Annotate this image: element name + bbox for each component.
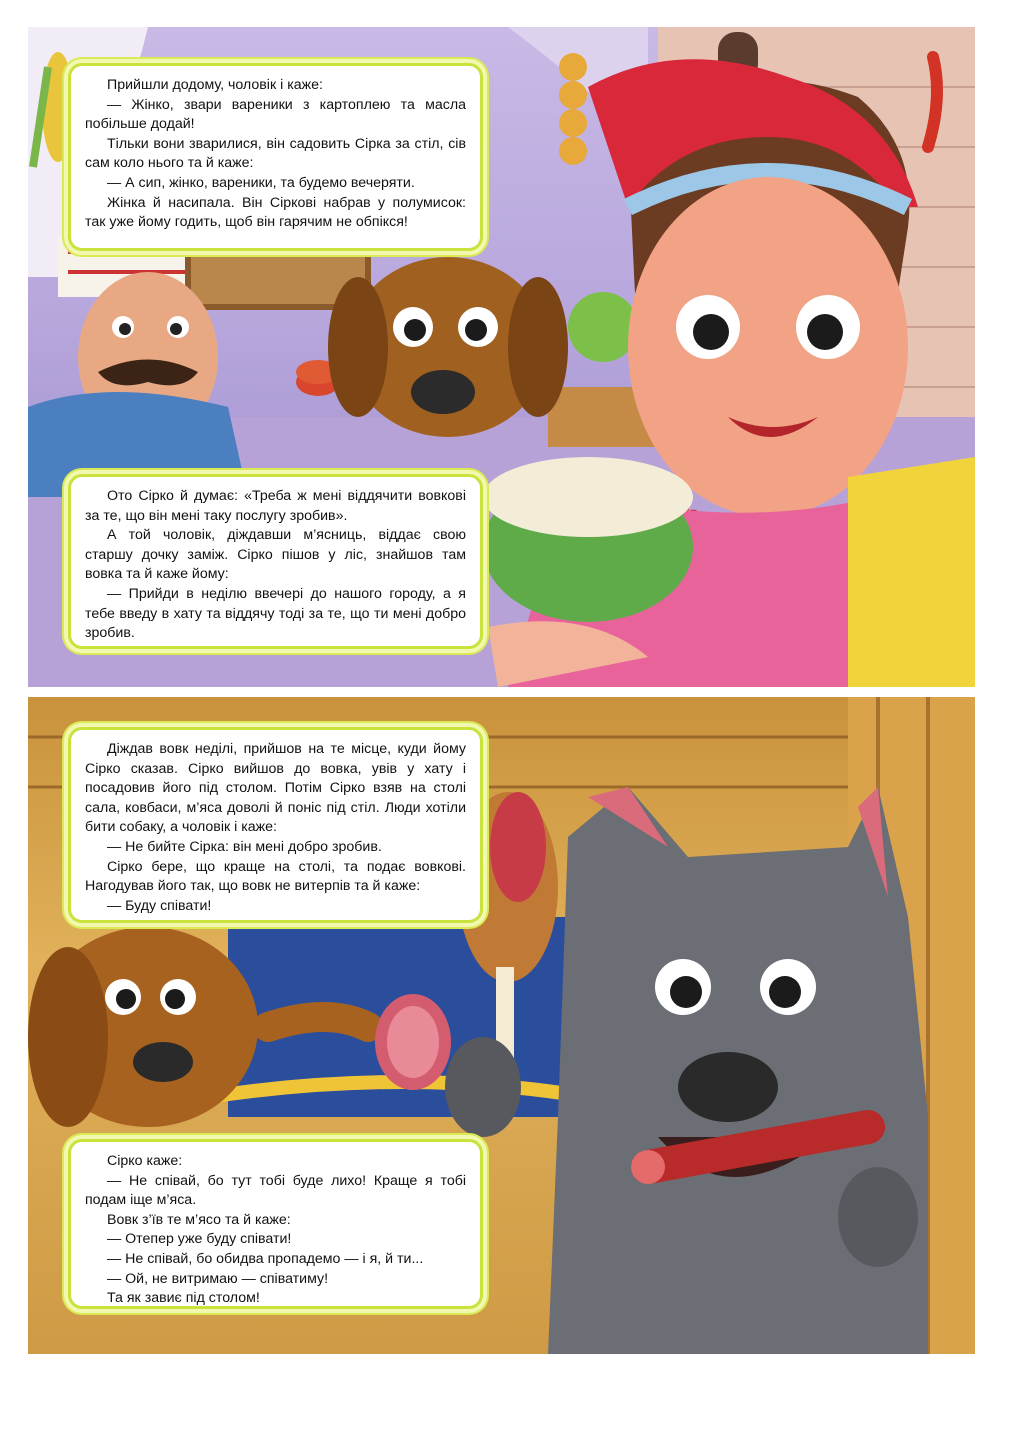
story-paragraph: Прийшли додому, чоловік і каже: — [107, 77, 323, 93]
story-text-box-3 — [68, 727, 483, 923]
story-paragraph: — Прийди в неділю ввечері до нашого городу, а я тебе введу в хату та віддячу тоді за те, що ти мені добро зробив. — [85, 585, 466, 642]
story-paragraph: А той чоловік, діждавши м’ясниць, віддає свою старшу дочку заміж. Сірко пішов у ліс, знайшов там вовка та й каже йому: — [85, 527, 466, 583]
story-paragraph: Ото Сірко й думає: «Треба ж мені віддячити вовкові за те, що він мені таку послугу зробив». — [85, 488, 466, 524]
story-paragraph: Сірко каже: — [107, 1153, 183, 1169]
story-paragraph: — Отепер уже буду співати! — [107, 1231, 292, 1248]
story-paragraph: — Не співай, бо обидва пропадемо — і я, й ти... — [107, 1250, 424, 1267]
story-paragraph: — Жінко, звари вареники з картоплею та масла побільше додай! — [85, 96, 466, 133]
story-paragraph: Жінка й насипала. Він Сіркові набрав у полумисок: так уже йому годить, щоб він гарячим не обпікся! — [85, 194, 466, 231]
story-paragraph: Вовк з’їв те м’ясо та й каже: — [107, 1211, 291, 1228]
story-paragraph: Діждав вовк неділі, прийшов на те місце, куди йому Сірко сказав. Сірко вийшов до вовка, увів у хату і посадовив його під столом. Потім Сірко взяв на столі сала, ковбаси, м’яса доволі й поніс під стіл. Люди хотіли бити собаку, а чоловік і каже: — [85, 741, 466, 836]
story-paragraph: — А сип, жінко, вареники, та будемо вечеряти. — [107, 174, 415, 191]
story-paragraph: — Буду співати! — [107, 897, 212, 914]
story-text-box-2 — [68, 474, 483, 649]
story-paragraph: Та як завиє під столом! — [107, 1290, 260, 1307]
story-text-box-4 — [68, 1139, 483, 1309]
story-text-box-1 — [68, 63, 483, 251]
bottom-illustration-panel — [28, 697, 975, 1354]
story-paragraph: — Не бийте Сірка: він мені добро зробив. — [107, 838, 382, 855]
story-paragraph: — Не співай, бо тут тобі буде лихо! Краще я тобі подам іще м’яса. — [85, 1172, 466, 1209]
story-paragraph: — Ой, не витримаю — співатиму! — [107, 1270, 329, 1287]
top-illustration-panel — [28, 27, 975, 687]
story-paragraph: Тільки вони зварилися, він садовить Сірка за стіл, сів сам коло нього та й каже: — [85, 135, 466, 172]
story-paragraph: Сірко бере, що краще на столі, та подає вовкові. Нагодував його так, що вовк не витерпів та й каже: — [85, 858, 466, 895]
